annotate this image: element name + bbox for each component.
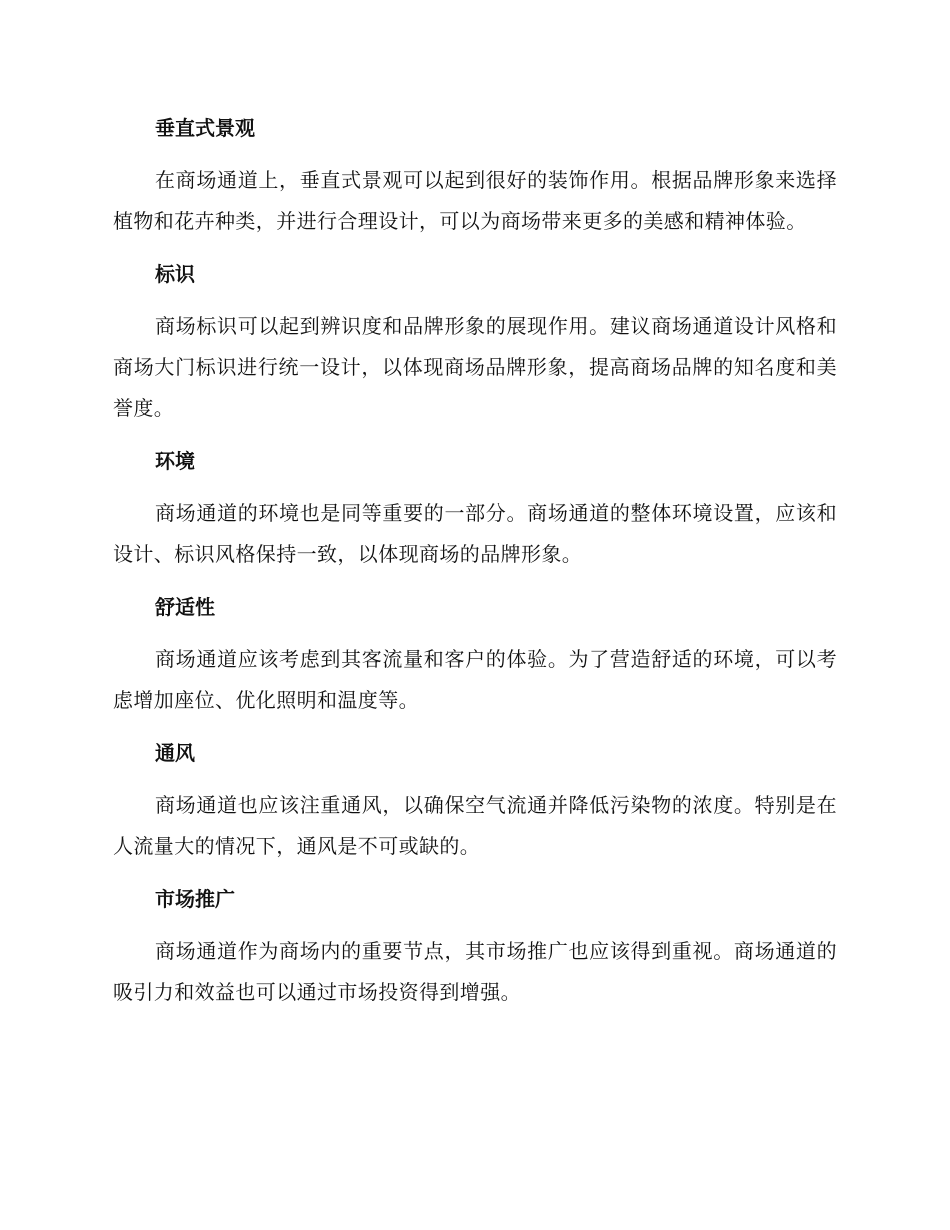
section-heading-environment: 环境 xyxy=(155,449,195,473)
section-body-vertical-landscape: 在商场通道上，垂直式景观可以起到很好的装饰作用。根据品牌形象来选择植物和花卉种类，并进行合理设计，可以为商场带来更多的美感和精神体验。 xyxy=(113,168,837,233)
section-body-marketing: 商场通道作为商场内的重要节点，其市场推广也应该得到重视。商场通道的吸引力和效益也可以通过市场投资得到增强。 xyxy=(113,939,837,1004)
section-heading-ventilation: 通风 xyxy=(155,741,195,765)
section-body-signage: 商场标识可以起到辨识度和品牌形象的展现作用。建议商场通道设计风格和商场大门标识进行统一设计，以体现商场品牌形象，提高商场品牌的知名度和美誉度。 xyxy=(113,314,837,420)
section-body-ventilation: 商场通道也应该注重通风，以确保空气流通并降低污染物的浓度。特别是在人流量大的情况下，通风是不可或缺的。 xyxy=(113,793,837,858)
section-heading-comfort: 舒适性 xyxy=(155,595,215,619)
document-content xyxy=(113,109,837,1026)
section-heading-vertical-landscape: 垂直式景观 xyxy=(155,116,255,140)
section-body-environment: 商场通道的环境也是同等重要的一部分。商场通道的整体环境设置，应该和设计、标识风格保持一致，以体现商场的品牌形象。 xyxy=(113,501,837,566)
section-body-comfort: 商场通道应该考虑到其客流量和客户的体验。为了营造舒适的环境，可以考虑增加座位、优化照明和温度等。 xyxy=(113,647,837,712)
section-heading-marketing: 市场推广 xyxy=(155,887,235,911)
section-heading-signage: 标识 xyxy=(155,262,195,286)
